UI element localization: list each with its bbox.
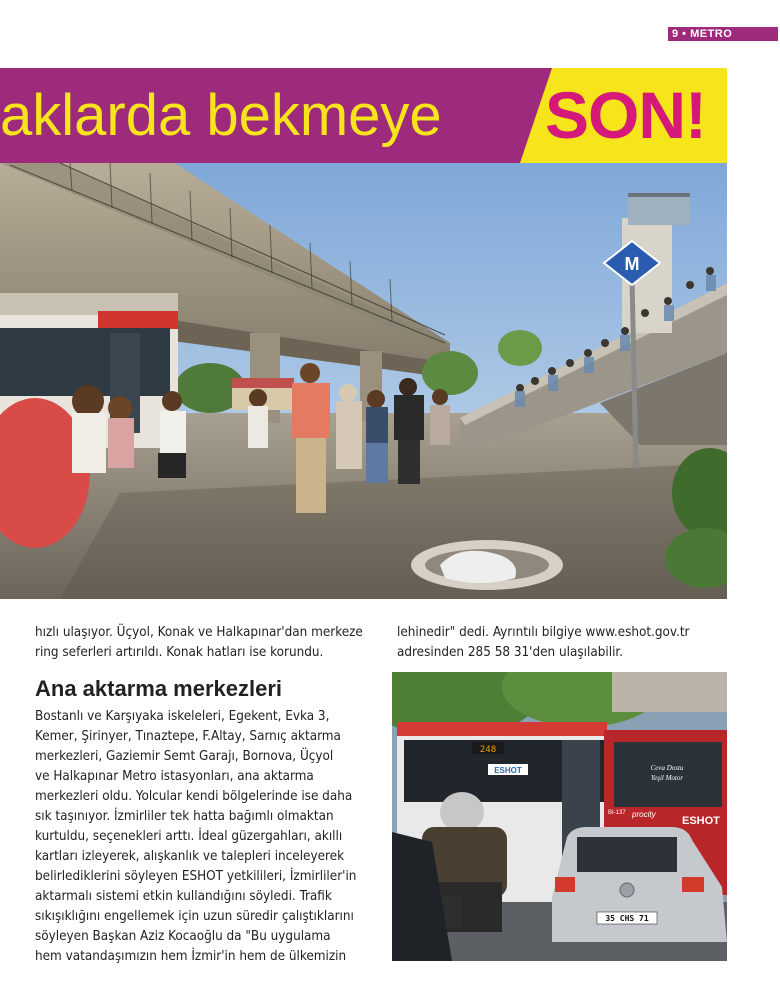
traffic-photo	[392, 672, 727, 961]
section-heading: Ana aktarma merkezleri	[35, 676, 283, 701]
truck-text-1: Ceva Dostu	[650, 764, 684, 772]
page-number-tag: 9 • METRO	[668, 27, 778, 41]
metro-sign-letter: M	[624, 254, 640, 274]
bus-id: BI-137	[608, 810, 626, 816]
intro-left-paragraph: hızlı ulaşıyor. Üçyol, Konak ve Halkapınar'dan merkeze ring seferleri artırıldı. Konak hatları ise korundu.	[35, 625, 363, 660]
bus-brand: ESHOT	[682, 815, 720, 827]
intro-right-paragraph: lehinedir" dedi. Ayrıntılı bilgiye www.eshot.gov.tr adresinden 285 58 31'den ulaşılabilir.	[397, 625, 690, 660]
license-plate: 35 CHS 71	[605, 914, 649, 923]
metro-station-photo	[0, 163, 727, 599]
bus-route-number: 248	[479, 745, 497, 755]
truck-text-2: Yeşil Motor	[650, 774, 684, 782]
bus-front-sign: ESHOT	[494, 766, 522, 775]
body-paragraph: Bostanlı ve Karşıyaka iskeleleri, Egekent, Evka 3, Kemer, Şirinyer, Tınaztepe, F.Altay, Sarnıç aktarma merkezleri, Gaziemir Semt Garajı, Bornova, Üçyol ve Halkapınar Metro istasyonları, ana aktarma merkezleri oldu. Yolcular kendi bölgelerinde ise daha sık taşınıyor. İzmirliler tek hatta bağımlı olmaktan kurtuldu, seçenekleri arttı. İdeal güzergahları, akıllı kartları izleyerek, alışkanlık ve talepleri inceleyerek belirlediklerini söyleyen ESHOT yetkilileri, İzmirliler'in aktarmalı sistemi etkin kullandığını söyledi. Trafik sıkışıklığını engellemek için uzun süredir çalıştıklarını söyleyen Başkan Aziz Kocaoğlu da "Bu uygulama hem vatandaşımızın hem İzmir'in hem de ülkemizin	[35, 709, 357, 964]
bus-model: procity	[632, 810, 656, 819]
headline-emphasis: SON!	[545, 78, 706, 152]
headline-text: aklarda bekmeye	[0, 83, 442, 148]
headline-banner	[0, 68, 727, 163]
